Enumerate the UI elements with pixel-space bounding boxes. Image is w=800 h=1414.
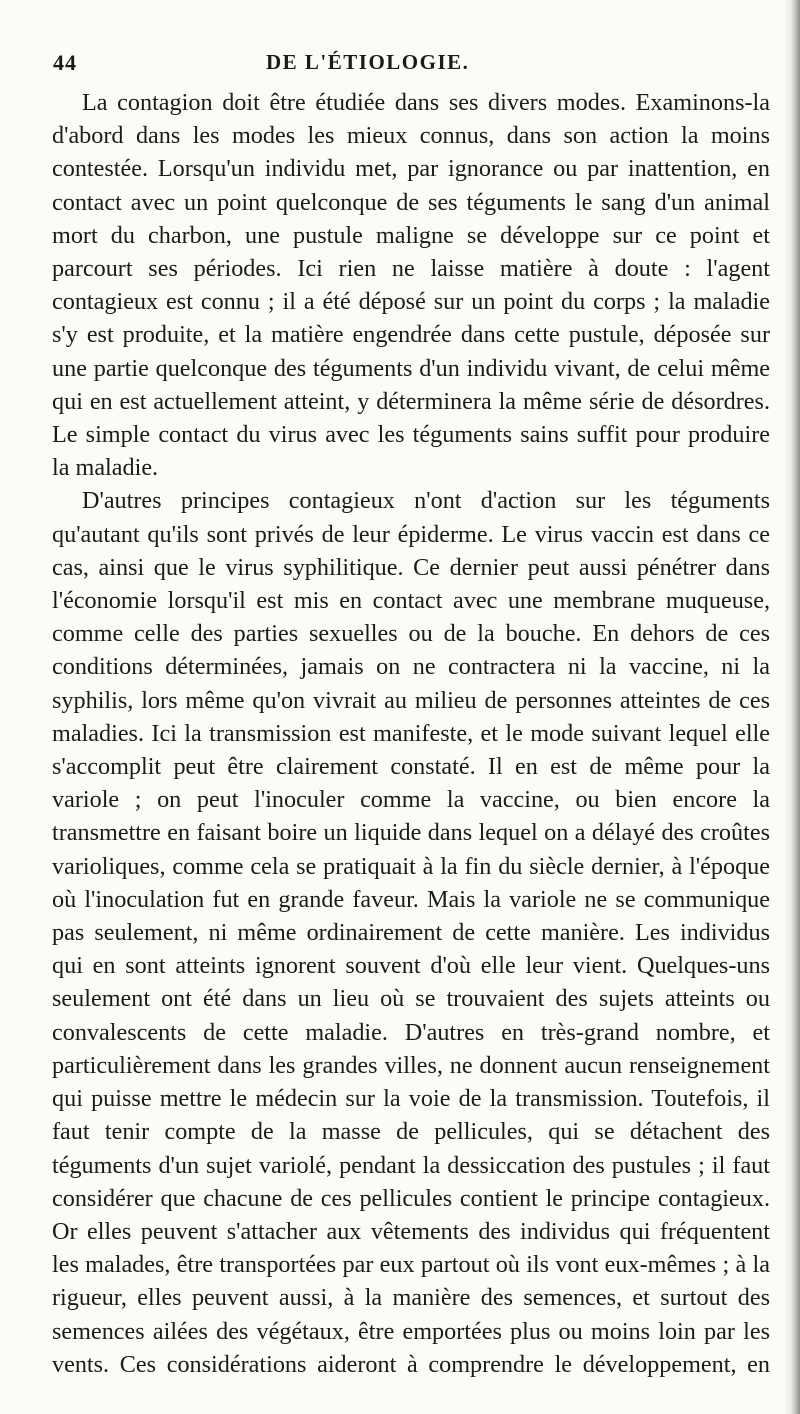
paragraph-2: D'autres principes contagieux n'ont d'action sur les téguments qu'autant qu'ils sont privés de leur épiderme. Le virus vaccin est dans ce cas, ainsi que le virus syphilitique. Ce dernier peut aussi pénétrer dans l'économie lorsqu'il est mis en contact avec une membrane muqueuse, comme celle des parties sexuelles ou de la bouche. En dehors de ces conditions déterminées, jamais on ne contractera ni la vaccine, ni la syphilis, lors même qu'on vivrait au milieu de personnes atteintes de ces maladies. Ici la transmission est manifeste, et le mode suivant lequel elle s'accomplit peut être clairement constaté. Il en est de même pour la variole ; on peut l'inoculer comme la vaccine, ou bien encore la transmettre en faisant boire un liquide dans lequel on a délayé des croûtes varioliques, comme cela se pratiquait à la fin du siècle dernier, à l'époque où l'inoculation fut en grande faveur. Mais la variole ne se communique pas seulement, ni même ordinairement de cette manière. Les individus qui en sont atteints ignorent souvent d'où elle leur vient. Quelques-uns seulement ont été dans un lieu où se trouvaient des sujets atteints ou convalescents de cette maladie. D'autres en très-grand nombre, et particulièrement dans les grandes villes, ne donnent aucun renseignement qui puisse mettre le médecin sur la voie de la transmission. Toutefois, il faut tenir compte de la masse de pellicules, qui se détachent des téguments d'un sujet variolé, pendant la dessiccation des pustules ; il faut considérer que chacune de ces pellicules contient le principe contagieux. Or elles peuvent s'attacher aux vêtements des individus qui fréquentent les malades, être transportées par eux partout où ils vont eux-mêmes ; à la rigueur, elles peuvent aussi, à la manière des semences, et surtout des semences ailées des végétaux, être emportées plus ou moins loin par les vents. Ces considérations aideront à comprendre le développement, en xyxy=(52,487,770,1378)
body-text xyxy=(52,86,770,1381)
page-number: 44 xyxy=(53,50,77,75)
page-edge-shadow xyxy=(784,0,800,1414)
page-header xyxy=(53,50,753,80)
paragraph-1: La contagion doit être étudiée dans ses divers modes. Examinons-la d'abord dans les modes les mieux connus, dans son action la moins contestée. Lorsqu'un individu met, par ignorance ou par inattention, en contact avec un point quelconque de ses téguments le sang d'un animal mort du charbon, une pustule maligne se développe sur ce point et parcourt ses périodes. Ici rien ne laisse matière à doute : l'agent contagieux est connu ; il a été déposé sur un point du corps ; la maladie s'y est produite, et la matière engendrée dans cette pustule, déposée sur une partie quelconque des téguments d'un individu vivant, de celui même qui en est actuellement atteint, y déterminera la même série de désordres. Le simple contact du virus avec les téguments sains suffit pour produire la maladie. xyxy=(52,89,770,482)
running-title: DE L'ÉTIOLOGIE. xyxy=(266,50,470,74)
